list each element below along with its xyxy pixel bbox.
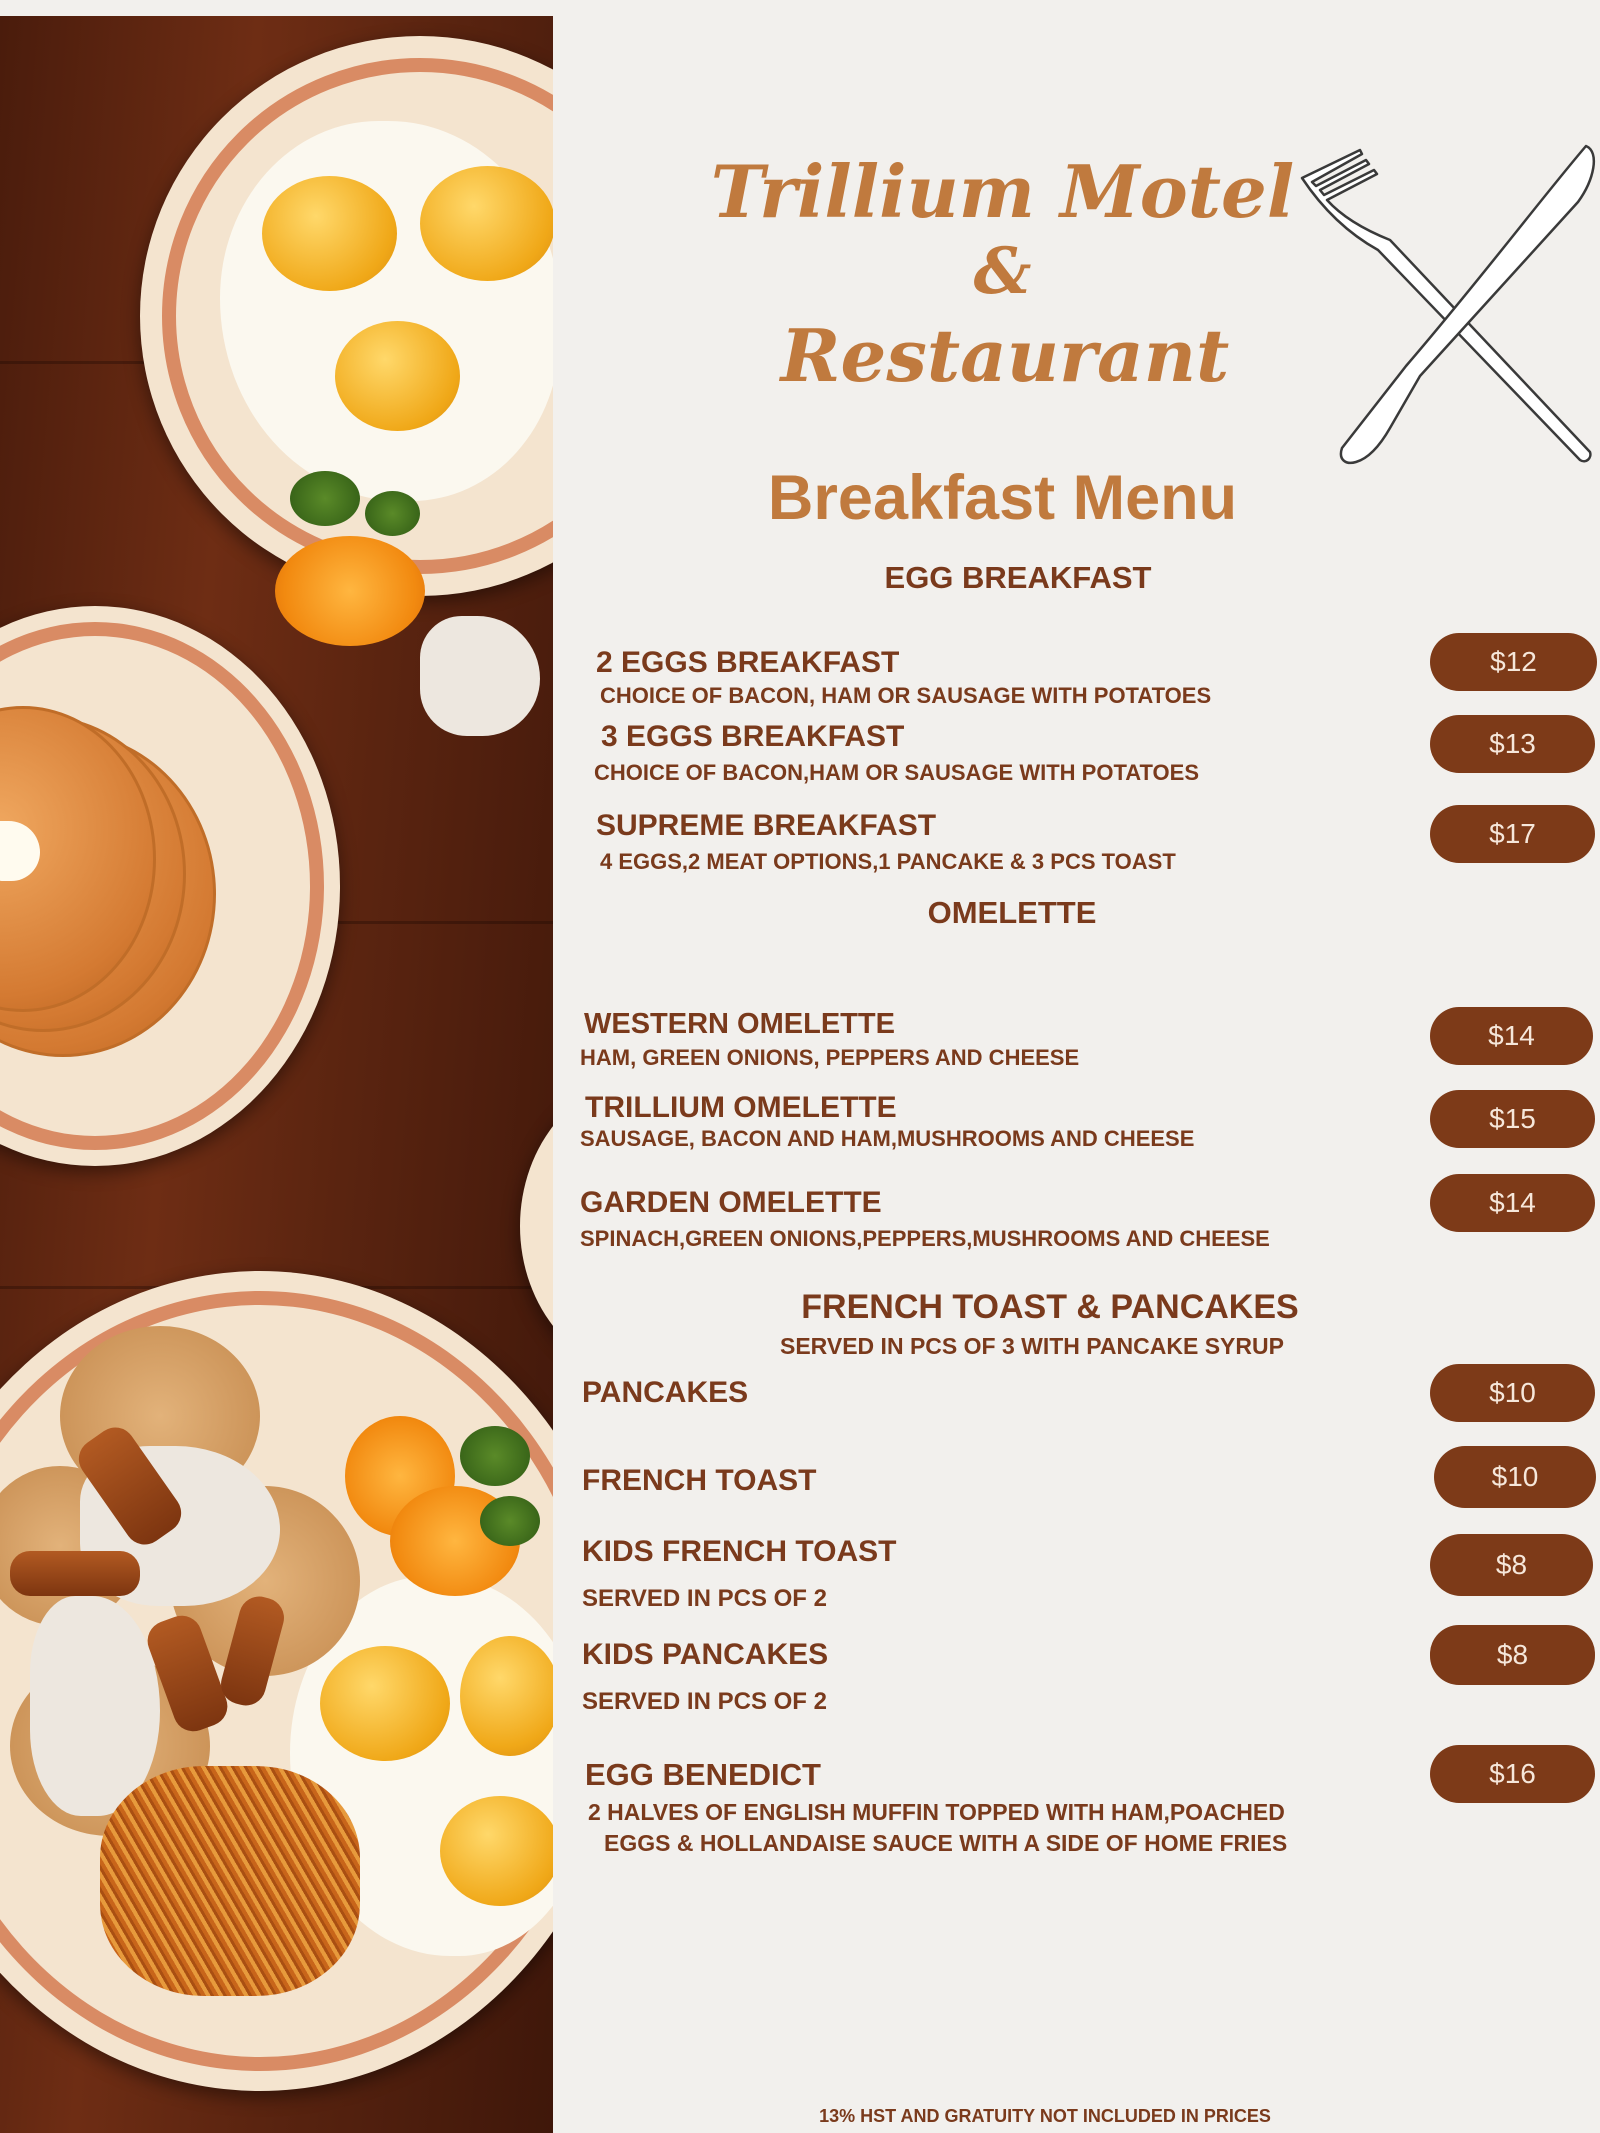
item-description: CHOICE OF BACON, HAM OR SAUSAGE WITH POTATOES [600, 683, 1212, 708]
price-pill: $16 [1430, 1745, 1595, 1803]
price-pill: $13 [1430, 715, 1595, 773]
item-name: PANCAKES [582, 1376, 749, 1409]
price-pill: $14 [1430, 1174, 1595, 1232]
item-description: 4 EGGS,2 MEAT OPTIONS,1 PANCAKE & 3 PCS TOAST [600, 849, 1176, 874]
item-name: EGG BENEDICT [585, 1757, 821, 1792]
tax-footnote: 13% HST AND GRATUITY NOT INCLUDED IN PRICES [819, 2106, 1271, 2126]
item-description: EGGS & HOLLANDAISE SAUCE WITH A SIDE OF HOME FRIES [604, 1830, 1288, 1856]
restaurant-name-ampersand: & [973, 234, 1032, 309]
crossed-fork-knife-icon [1290, 140, 1600, 470]
price-pill: $17 [1430, 805, 1595, 863]
item-description: 2 HALVES OF ENGLISH MUFFIN TOPPED WITH HAM,POACHED [588, 1799, 1285, 1825]
price-pill: $12 [1430, 633, 1597, 691]
restaurant-name-line2: Restaurant [780, 313, 1230, 398]
item-description: SAUSAGE, BACON AND HAM,MUSHROOMS AND CHEESE [580, 1126, 1195, 1151]
price-pill: $15 [1430, 1090, 1595, 1148]
section-title-french-toast-pancakes: FRENCH TOAST & PANCAKES [801, 1288, 1299, 1326]
item-name: SUPREME BREAKFAST [596, 809, 937, 842]
price-pill: $10 [1430, 1364, 1595, 1422]
menu-title: Breakfast Menu [767, 463, 1238, 533]
restaurant-name-line1: Trillium Motel [710, 149, 1295, 234]
item-description: HAM, GREEN ONIONS, PEPPERS AND CHEESE [580, 1045, 1080, 1070]
section-subtitle: SERVED IN PCS OF 3 WITH PANCAKE SYRUP [780, 1333, 1284, 1359]
item-description: SERVED IN PCS OF 2 [582, 1688, 827, 1715]
section-title-egg-breakfast: EGG BREAKFAST [884, 560, 1152, 595]
item-name: 2 EGGS BREAKFAST [596, 646, 900, 679]
item-name: WESTERN OMELETTE [584, 1008, 895, 1040]
item-description: CHOICE OF BACON,HAM OR SAUSAGE WITH POTATOES [594, 760, 1200, 785]
item-name: FRENCH TOAST [582, 1464, 817, 1497]
breakfast-food-photo [0, 16, 553, 2133]
item-name: KIDS PANCAKES [582, 1638, 829, 1671]
item-name: 3 EGGS BREAKFAST [601, 720, 905, 753]
price-pill: $10 [1434, 1446, 1596, 1508]
price-pill: $8 [1430, 1625, 1595, 1685]
item-name: GARDEN OMELETTE [580, 1186, 882, 1219]
item-name: KIDS FRENCH TOAST [582, 1535, 897, 1568]
item-description: SERVED IN PCS OF 2 [582, 1585, 827, 1612]
item-name: TRILLIUM OMELETTE [585, 1091, 897, 1124]
section-title-omelette: OMELETTE [927, 895, 1097, 930]
price-pill: $14 [1430, 1007, 1593, 1065]
item-description: SPINACH,GREEN ONIONS,PEPPERS,MUSHROOMS AND CHEESE [580, 1226, 1270, 1251]
price-pill: $8 [1430, 1534, 1593, 1596]
